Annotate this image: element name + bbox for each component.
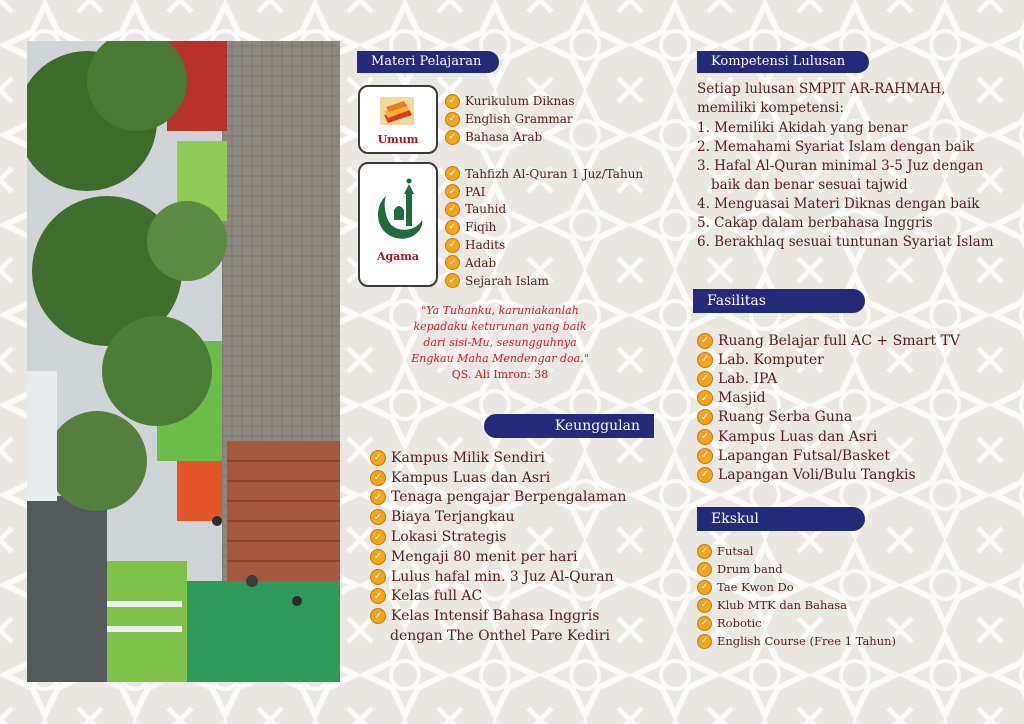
check-icon: ✓ (370, 529, 386, 545)
list-item: ✓ Kelas Intensif Bahasa Inggris (370, 606, 626, 626)
list-item: ✓ Lapangan Voli/Bulu Tangkis (697, 465, 960, 484)
kompetensi-intro: Setiap lulusan SMPIT AR-RAHMAH, memiliki kompetensi: (697, 81, 946, 116)
check-icon: ✓ (370, 588, 386, 604)
list-item: ✓ Biaya Terjangkau (370, 507, 626, 527)
list-item: ✓ Lulus hafal min. 3 Juz Al-Quran (370, 567, 626, 587)
list-item: 6. Berakhlaq sesuai tuntunan Syariat Islam (697, 234, 994, 250)
list-item: ✓ Mengaji 80 menit per hari (370, 547, 626, 567)
check-icon: ✓ (445, 184, 460, 199)
quote-source: QS. Ali Imron: 38 (451, 368, 549, 381)
quote-block: "Ya Tuhanku, karuniakanlah kepadaku keturunan yang baik dari sisi-Mu, sesungguhnya Engkau Maha Mendengar doa." QS. Ali Imron: 38 (380, 303, 620, 383)
list-item: ✓ Kurikulum Diknas (445, 92, 575, 110)
check-icon: ✓ (697, 616, 712, 631)
check-icon: ✓ (445, 130, 460, 145)
list-item: ✓ Lab. Komputer (697, 350, 960, 369)
list-item: ✓ Kampus Milik Sendiri (370, 448, 626, 468)
check-icon: ✓ (370, 569, 386, 585)
list-item: ✓ Tae Kwon Do (697, 578, 896, 596)
check-icon: ✓ (445, 202, 460, 217)
list-item: ✓ Ruang Belajar full AC + Smart TV (697, 331, 960, 350)
check-icon: ✓ (370, 608, 386, 624)
list-item: ✓ Lokasi Strategis (370, 527, 626, 547)
fasilitas-list (697, 331, 960, 485)
ekskul-list (697, 542, 896, 650)
list-item: ✓ Tahfizh Al-Quran 1 Juz/Tahun (445, 165, 643, 183)
books-icon (378, 93, 416, 127)
check-icon: ✓ (445, 273, 460, 288)
list-item: ✓ Kelas full AC (370, 587, 626, 607)
list-item: 3. Hafal Al-Quran minimal 3-5 Juz dengan baik dan benar sesuai tajwid (697, 158, 984, 193)
list-item: ✓ Klub MTK dan Bahasa (697, 596, 896, 614)
check-icon: ✓ (445, 238, 460, 253)
check-icon: ✓ (697, 409, 713, 425)
check-icon: ✓ (697, 562, 712, 577)
check-icon: ✓ (697, 448, 713, 464)
list-item: 5. Cakap dalam berbahasa Inggris (697, 215, 933, 231)
list-item: ✓ Sejarah Islam (445, 272, 643, 290)
list-item: ✓ Hadits (445, 236, 643, 254)
check-icon: ✓ (445, 112, 460, 127)
list-item: ✓ Lapangan Futsal/Basket (697, 446, 960, 465)
list-item: ✓ Ruang Serba Guna (697, 408, 960, 427)
check-icon: ✓ (370, 549, 386, 565)
list-item: ✓ Robotic (697, 614, 896, 632)
list-item: ✓ Tauhid (445, 201, 643, 219)
check-icon: ✓ (370, 489, 386, 505)
agama-box (358, 162, 438, 287)
list-item: 4. Menguasai Materi Diknas dengan baik (697, 196, 980, 212)
ekskul-header: Ekskul (697, 507, 865, 531)
kompetensi-header: Kompetensi Lulusan (697, 51, 869, 73)
list-item: ✓ Kampus Luas dan Asri (370, 468, 626, 488)
list-item: ✓ English Course (Free 1 Tahun) (697, 632, 896, 650)
list-item: ✓ Adab (445, 254, 643, 272)
check-icon: ✓ (370, 509, 386, 525)
list-item: dengan The Onthel Pare Kediri (390, 628, 611, 645)
check-icon: ✓ (445, 166, 460, 181)
agama-label: Agama (376, 250, 420, 263)
keunggulan-header: Keunggulan (484, 414, 654, 438)
list-item: 2. Memahami Syariat Islam dengan baik (697, 139, 975, 155)
check-icon: ✓ (697, 580, 712, 595)
list-item: ✓ Drum band (697, 560, 896, 578)
materi-header: Materi Pelajaran (357, 51, 499, 73)
check-icon: ✓ (697, 544, 712, 559)
check-icon: ✓ (697, 598, 712, 613)
mosque-icon (370, 176, 426, 246)
check-icon: ✓ (697, 634, 712, 649)
check-icon: ✓ (370, 450, 386, 466)
check-icon: ✓ (370, 470, 386, 486)
check-icon: ✓ (445, 255, 460, 270)
agama-list (445, 165, 643, 290)
fasilitas-header: Fasilitas (693, 289, 865, 313)
list-item: 1. Memiliki Akidah yang benar (697, 120, 908, 136)
check-icon: ✓ (697, 352, 713, 368)
list-item: ✓ Kampus Luas dan Asri (697, 427, 960, 446)
umum-list (445, 92, 575, 146)
list-item: ✓ PAI (445, 183, 643, 201)
check-icon: ✓ (697, 333, 713, 349)
check-icon: ✓ (697, 371, 713, 387)
check-icon: ✓ (445, 94, 460, 109)
kompetensi-list (697, 119, 1007, 252)
campus-photo (27, 41, 340, 682)
umum-label: Umum (377, 133, 419, 146)
list-item: ✓ Futsal (697, 542, 896, 560)
check-icon: ✓ (697, 390, 713, 406)
list-item: ✓ Lab. IPA (697, 369, 960, 388)
umum-box (358, 85, 438, 154)
list-item: ✓ Fiqih (445, 218, 643, 236)
list-item: ✓ Tenaga pengajar Berpengalaman (370, 488, 626, 508)
list-item: ✓ Masjid (697, 389, 960, 408)
check-icon: ✓ (697, 467, 713, 483)
keunggulan-list (370, 448, 626, 646)
list-item: ✓ Bahasa Arab (445, 128, 575, 146)
check-icon: ✓ (445, 220, 460, 235)
check-icon: ✓ (697, 429, 713, 445)
list-item: ✓ English Grammar (445, 110, 575, 128)
